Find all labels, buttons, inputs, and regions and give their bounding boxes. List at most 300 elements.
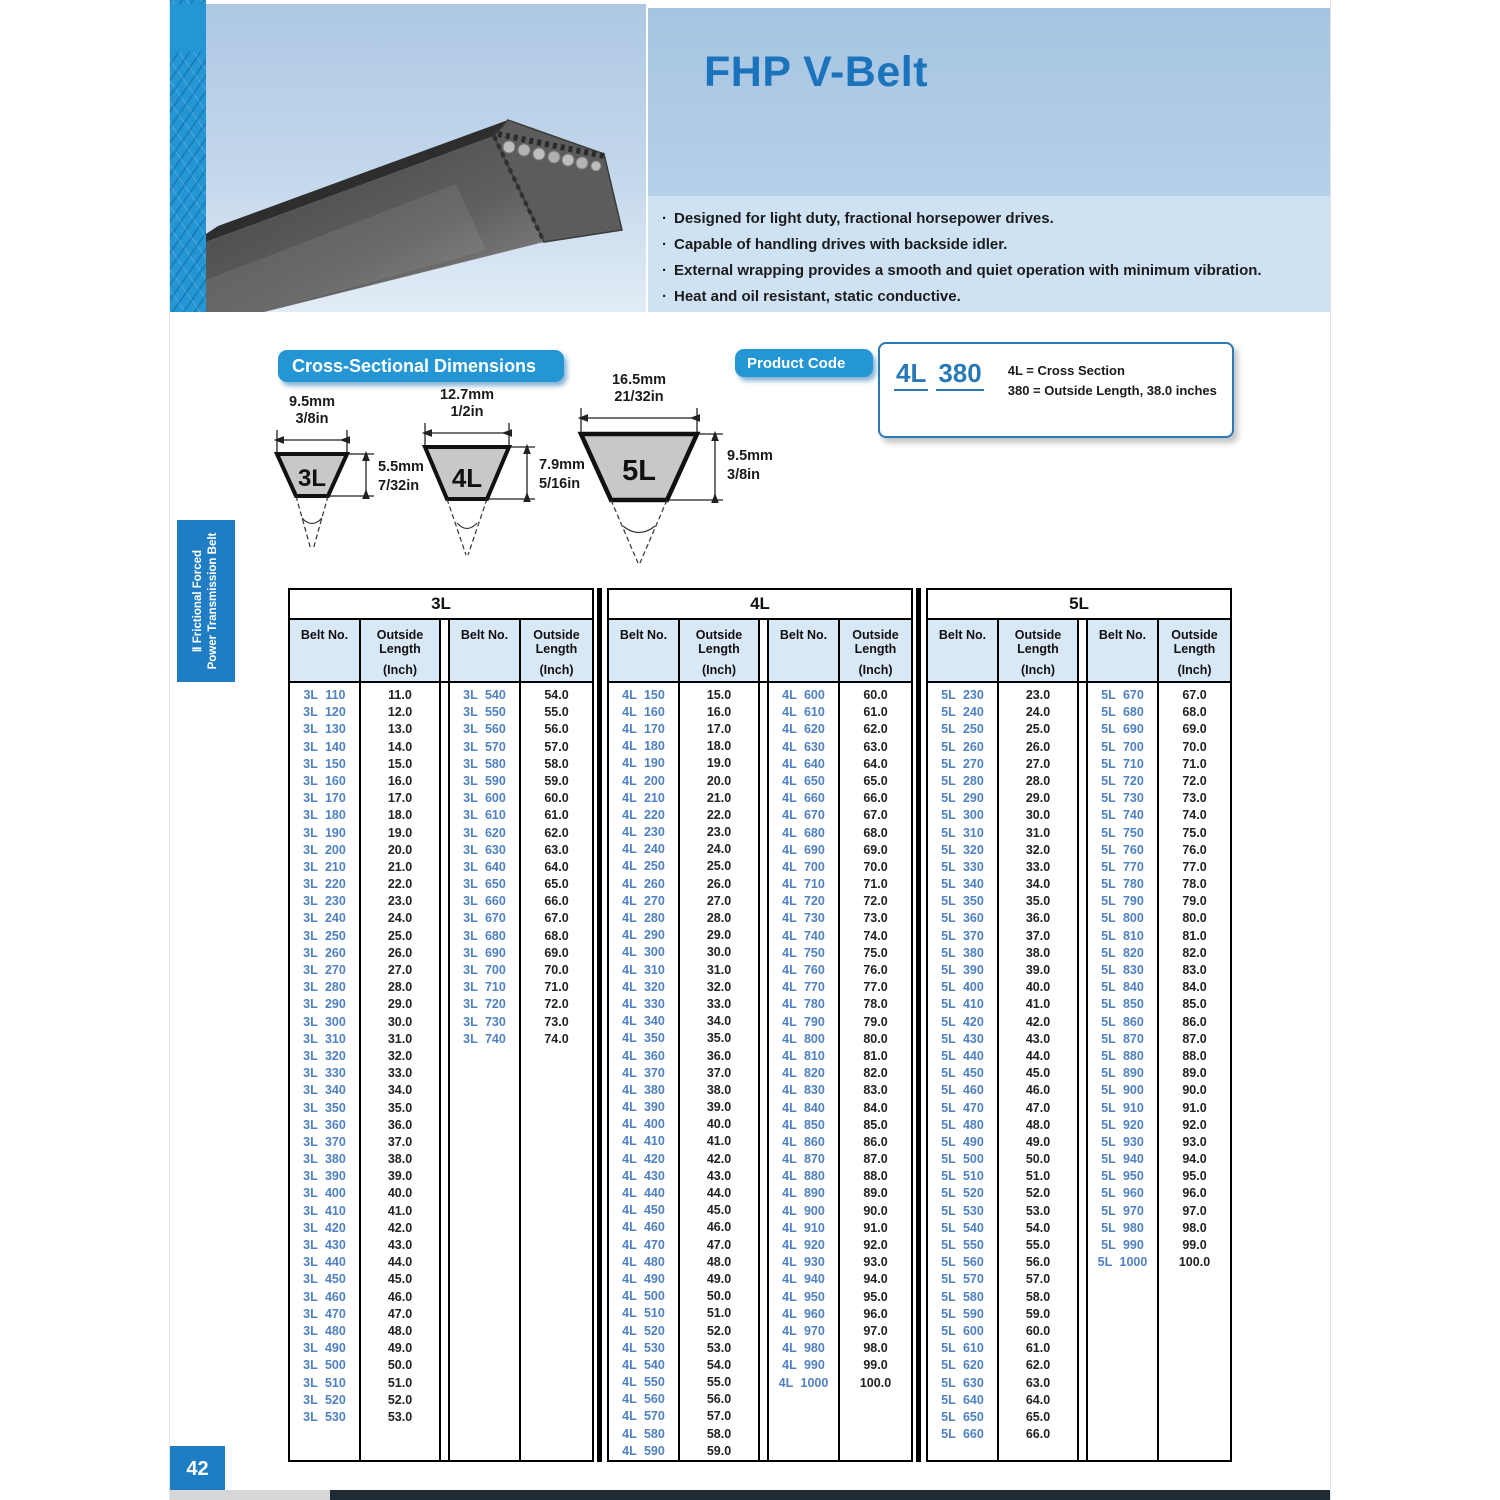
table-cell: 5L 790: [1101, 894, 1144, 909]
table-cell: 3L 290: [303, 997, 346, 1012]
table-cell: 4L 860: [782, 1134, 825, 1149]
table-cell: 34.0: [1025, 877, 1051, 892]
table-cell: 5L 850: [1101, 997, 1144, 1012]
table-cell: 16.0: [387, 773, 413, 788]
table-cell: 5L 950: [1101, 1169, 1144, 1184]
table-cell: 4L 580: [622, 1426, 665, 1441]
table-cell: 51.0: [706, 1306, 732, 1321]
table-cell: 4L 950: [782, 1289, 825, 1304]
table-section-4l: [607, 588, 913, 1462]
footer-bar-dark: [330, 1490, 1330, 1500]
table-cell: 4L 620: [782, 722, 825, 737]
table-cell: 3L 710: [463, 980, 506, 995]
table-cell: 5L 720: [1101, 773, 1144, 788]
table-cell: 55.0: [544, 705, 569, 720]
table-cell: 28.0: [1025, 773, 1051, 788]
table-cell: 48.0: [706, 1254, 732, 1269]
unit-label: (Inch): [701, 663, 737, 677]
table-cell: 5L 750: [1101, 825, 1144, 840]
table-cell: 4L 690: [782, 842, 825, 857]
table-cell: 34.0: [387, 1083, 413, 1098]
table-cell: 30.0: [387, 1014, 413, 1029]
table-cell: 4L 680: [782, 825, 825, 840]
table-cell: 70.0: [544, 963, 569, 977]
table-cell: 29.0: [706, 928, 732, 943]
table-cell: 73.0: [1182, 791, 1207, 806]
code-length: 380: [936, 358, 983, 391]
table-cell: 41.0: [1025, 997, 1051, 1012]
column-header-outside-length: Outside Length (Inch): [680, 620, 758, 683]
table-cell: 97.0: [863, 1323, 888, 1338]
table-cell: 18.0: [706, 739, 732, 754]
table-cell: 4L 370: [622, 1065, 665, 1080]
column-header-belt-no: Belt No.: [450, 620, 519, 683]
table-cell: 3L 230: [303, 894, 346, 909]
table-cell: 95.0: [863, 1289, 888, 1304]
table-cell: 89.0: [1182, 1066, 1207, 1081]
table-cell: 39.0: [1025, 963, 1051, 977]
width-label-in: 3/8in: [295, 411, 329, 427]
table-cell: 26.0: [387, 945, 413, 960]
product-code-label: Product Code: [735, 349, 873, 377]
table-cell: 3L 510: [303, 1375, 346, 1390]
unit-label: (Inch): [382, 663, 418, 677]
table-cell: 57.0: [706, 1409, 732, 1424]
profile-letter: 3L: [297, 465, 327, 492]
table-cell: 81.0: [1182, 928, 1207, 943]
table-cell: 29.0: [1025, 791, 1051, 806]
feature-item: · Designed for light duty, fractional horsepower drives.: [662, 206, 1330, 232]
unit-label: (Inch): [539, 663, 574, 677]
table-cell: 3L 620: [463, 825, 506, 840]
table-cell: 3L 140: [303, 739, 346, 754]
height-label-mm: 9.5mm: [727, 448, 773, 464]
table-cell: 84.0: [863, 1100, 888, 1115]
table-cell: 55.0: [1025, 1238, 1051, 1252]
width-label-mm: 9.5mm: [289, 394, 335, 410]
table-cell: 20.0: [387, 842, 413, 857]
table-cell: 99.0: [863, 1358, 888, 1373]
table-cell: 3L 200: [303, 842, 346, 857]
table-cell: 32.0: [1025, 842, 1051, 857]
height-label-mm: 7.9mm: [539, 457, 585, 473]
table-cell: 42.0: [1025, 1014, 1051, 1029]
table-cell: 36.0: [706, 1048, 732, 1063]
table-cell: 5L 540: [941, 1220, 984, 1235]
table-cell: 5L 390: [941, 963, 984, 977]
belt-no-column: [609, 683, 678, 1460]
table-cell: 4L 220: [622, 807, 665, 822]
table-cell: 19.0: [387, 825, 413, 840]
table-cell: 5L 920: [1101, 1117, 1144, 1132]
table-cell: 33.0: [1025, 859, 1051, 874]
table-cell: 53.0: [387, 1409, 413, 1424]
table-cell: 24.0: [706, 842, 732, 857]
length-column: [840, 683, 911, 1392]
table-cell: 94.0: [863, 1272, 888, 1287]
table-cell: 3L 580: [463, 756, 506, 771]
table-cell: 4L 640: [782, 756, 825, 771]
table-cell: 4L 630: [782, 739, 825, 754]
section-divider: [916, 588, 921, 1462]
table-cell: 4L 460: [622, 1220, 665, 1235]
table-cell: 5L 780: [1101, 877, 1144, 892]
table-cell: 5L 990: [1101, 1238, 1144, 1252]
column-header-outside-length: Outside Length (Inch): [521, 620, 592, 683]
height-label-mm: 5.5mm: [378, 459, 424, 475]
table-cell: 3L 150: [303, 756, 346, 771]
table-cell: 92.0: [863, 1238, 888, 1252]
table-cell: 71.0: [863, 877, 888, 892]
bullet-dot-icon: ·: [662, 236, 667, 253]
table-cell: 4L 520: [622, 1323, 665, 1338]
table-cell: 3L 330: [303, 1066, 346, 1081]
table-cell: 17.0: [706, 721, 732, 736]
table-cell: 5L 460: [941, 1083, 984, 1098]
table-cell: 97.0: [1182, 1203, 1207, 1218]
table-cell: 3L 280: [303, 980, 346, 995]
table-cell: 4L 850: [782, 1117, 825, 1132]
table-cell: 5L 300: [941, 808, 984, 823]
table-cell: 23.0: [706, 825, 732, 840]
table-cell: 57.0: [1025, 1272, 1051, 1287]
table-cell: 3L 730: [463, 1014, 506, 1029]
table-cell: 50.0: [387, 1358, 413, 1373]
table-cell: 80.0: [1182, 911, 1207, 926]
table-cell: 4L 500: [622, 1289, 665, 1304]
table-cell: 5L 760: [1101, 842, 1144, 857]
table-cell: 62.0: [544, 825, 569, 840]
column-header-outside-length: Outside Length (Inch): [840, 620, 911, 683]
table-cell: 70.0: [1182, 739, 1207, 754]
table-cell: 4L 1000: [778, 1375, 829, 1390]
table-cell: 4L 360: [622, 1048, 665, 1063]
table-cell: 5L 440: [941, 1048, 984, 1063]
table-cell: 3L 520: [303, 1392, 346, 1407]
table-cell: 67.0: [863, 808, 888, 823]
table-cell: 34.0: [706, 1014, 732, 1029]
table-cell: 4L 280: [622, 911, 665, 925]
table-cell: 3L 650: [463, 877, 506, 892]
length-column: [680, 683, 758, 1460]
section-title: 5L: [928, 590, 1230, 620]
table-cell: 4L 320: [622, 979, 665, 994]
table-cell: 5L 910: [1101, 1100, 1144, 1115]
table-cell: 4L 600: [782, 688, 825, 702]
table-cell: 85.0: [1182, 997, 1207, 1012]
table-cell: 44.0: [706, 1186, 732, 1200]
bullet-dot-icon: ·: [662, 262, 667, 279]
table-cell: 35.0: [706, 1031, 732, 1046]
table-cell: 47.0: [1025, 1100, 1051, 1115]
table-cell: 46.0: [1025, 1083, 1051, 1098]
table-cell: 92.0: [1182, 1117, 1207, 1132]
table-cell: 3L 410: [303, 1203, 346, 1218]
table-cell: 5L 880: [1101, 1048, 1144, 1063]
table-cell: 5L 740: [1101, 808, 1144, 823]
table-cell: 4L 270: [622, 893, 665, 908]
table-cell: 5L 410: [941, 997, 984, 1012]
table-cell: 4L 490: [622, 1271, 665, 1286]
table-cell: 43.0: [1025, 1031, 1051, 1046]
width-label-in: 1/2in: [450, 404, 484, 420]
table-cell: 59.0: [544, 773, 569, 788]
table-cell: 5L 430: [941, 1031, 984, 1046]
product-code-notes: [1008, 358, 1217, 436]
table-cell: 41.0: [706, 1134, 732, 1149]
table-cell: 71.0: [1182, 756, 1207, 771]
table-cell: 48.0: [387, 1323, 413, 1338]
table-cell: 5L 370: [941, 928, 984, 943]
table-cell: 51.0: [1025, 1169, 1051, 1184]
table-cell: 3L 490: [303, 1341, 346, 1356]
table-cell: 69.0: [1182, 722, 1207, 737]
table-cell: 3L 640: [463, 859, 506, 874]
table-cell: 87.0: [863, 1152, 888, 1167]
table-cell: 3L 690: [463, 945, 506, 960]
table-cell: 69.0: [544, 945, 569, 960]
table-cell: 61.0: [544, 808, 569, 823]
table-cell: 65.0: [1025, 1409, 1051, 1424]
table-cell: 20.0: [706, 773, 732, 788]
table-cell: 49.0: [387, 1341, 413, 1356]
table-cell: 75.0: [1182, 825, 1207, 840]
column-header-belt-no: Belt No.: [290, 620, 359, 683]
cross-section-heading: Cross-Sectional Dimensions: [278, 350, 564, 382]
column-header-belt-no: Belt No.: [928, 620, 997, 683]
table-cell: 4L 550: [622, 1375, 665, 1390]
table-cell: 3L 390: [303, 1169, 346, 1184]
table-cell: 5L 230: [941, 688, 984, 702]
table-cell: 4L 990: [782, 1358, 825, 1373]
table-cell: 4L 240: [622, 842, 665, 857]
table-cell: 64.0: [863, 756, 888, 771]
table-cell: 67.0: [1182, 688, 1207, 702]
table-cell: 4L 940: [782, 1272, 825, 1287]
table-cell: 3L 130: [303, 722, 346, 737]
table-cell: 52.0: [387, 1392, 413, 1407]
table-cell: 3L 600: [463, 791, 506, 806]
table-cell: 25.0: [706, 859, 732, 874]
table-cell: 4L 160: [622, 704, 665, 719]
height-label-in: 3/8in: [727, 467, 761, 483]
table-cell: 4L 310: [622, 962, 665, 977]
table-cell: 4L 350: [622, 1031, 665, 1046]
table-cell: 5L 270: [941, 756, 984, 771]
table-cell: 68.0: [1182, 705, 1207, 720]
table-cell: 5L 280: [941, 773, 984, 788]
table-cell: 3L 170: [303, 791, 346, 806]
table-cell: 18.0: [387, 808, 413, 823]
table-cell: 4L 530: [622, 1340, 665, 1355]
table-cell: 4L 840: [782, 1100, 825, 1115]
table-cell: 17.0: [387, 791, 413, 806]
table-cell: 43.0: [706, 1168, 732, 1183]
table-cell: 54.0: [544, 688, 569, 702]
table-cell: 32.0: [706, 979, 732, 994]
table-cell: 38.0: [1025, 945, 1051, 960]
table-cell: 53.0: [1025, 1203, 1051, 1218]
table-cell: 100.0: [859, 1375, 892, 1390]
length-column: [521, 683, 592, 1048]
table-cell: 56.0: [1025, 1255, 1051, 1270]
table-cell: 33.0: [706, 996, 732, 1011]
table-cell: 5L 420: [941, 1014, 984, 1029]
length-column: [1159, 683, 1230, 1271]
table-cell: 5L 450: [941, 1066, 984, 1081]
table-cell: 4L 790: [782, 1014, 825, 1029]
table-cell: 31.0: [1025, 825, 1051, 840]
table-cell: 5L 660: [941, 1427, 984, 1442]
table-cell: 3L 360: [303, 1117, 346, 1132]
table-cell: 22.0: [706, 807, 732, 822]
belt-no-column: [290, 683, 359, 1426]
table-cell: 30.0: [706, 945, 732, 960]
table-cell: 45.0: [706, 1203, 732, 1218]
table-cell: 4L 870: [782, 1152, 825, 1167]
belt-photo-illustration: [206, 4, 646, 312]
table-cell: 71.0: [544, 980, 569, 995]
table-cell: 3L 530: [303, 1409, 346, 1424]
table-cell: 5L 640: [941, 1392, 984, 1407]
hero-title-panel: [648, 8, 1330, 196]
table-cell: 4L 200: [622, 773, 665, 788]
table-cell: 65.0: [544, 877, 569, 892]
column-header-belt-no: Belt No.: [609, 620, 678, 683]
table-cell: 52.0: [706, 1323, 732, 1338]
table-cell: 5L 840: [1101, 980, 1144, 995]
table-cell: 88.0: [1182, 1048, 1207, 1063]
product-code-box: [878, 342, 1234, 438]
table-cell: 3L 300: [303, 1014, 346, 1029]
table-cell: 4L 590: [622, 1443, 665, 1458]
table-cell: 66.0: [1025, 1427, 1051, 1442]
belt-no-column: [928, 683, 997, 1443]
belt-no-column: [450, 683, 519, 1048]
table-cell: 87.0: [1182, 1031, 1207, 1046]
side-tab-label: Ⅱ Frictional Forced Power Transmission Belt: [192, 532, 219, 670]
table-cell: 90.0: [863, 1203, 888, 1218]
table-cell: 93.0: [1182, 1134, 1207, 1149]
table-cell: 4L 210: [622, 790, 665, 805]
table-cell: 95.0: [1182, 1169, 1207, 1184]
column-header-outside-length: Outside Length (Inch): [361, 620, 439, 683]
profile-letter: 5L: [622, 455, 656, 487]
table-cell: 27.0: [387, 963, 413, 977]
table-cell: 5L 530: [941, 1203, 984, 1218]
table-cell: 96.0: [1182, 1186, 1207, 1201]
section-title: 3L: [290, 590, 592, 620]
table-cell: 5L 570: [941, 1272, 984, 1287]
table-cell: 13.0: [387, 722, 413, 737]
table-cell: 40.0: [1025, 980, 1051, 995]
table-cell: 31.0: [706, 962, 732, 977]
table-cell: 5L 860: [1101, 1014, 1144, 1029]
table-cell: 35.0: [1025, 894, 1051, 909]
table-section-3l: [288, 588, 594, 1462]
table-cell: 3L 220: [303, 877, 346, 892]
table-cell: 39.0: [387, 1169, 413, 1184]
table-cell: 53.0: [706, 1340, 732, 1355]
table-cell: 4L 300: [622, 945, 665, 960]
table-cell: 4L 290: [622, 928, 665, 943]
table-cell: 5L 630: [941, 1375, 984, 1390]
table-cell: 5L 590: [941, 1306, 984, 1321]
table-cell: 3L 110: [303, 688, 346, 702]
table-cell: 4L 430: [622, 1168, 665, 1183]
table-cell: 76.0: [863, 963, 888, 977]
column-header-outside-length: Outside Length (Inch): [999, 620, 1077, 683]
belt-dimension-table: [288, 588, 1232, 1462]
table-cell: 42.0: [387, 1220, 413, 1235]
table-cell: 50.0: [1025, 1152, 1051, 1167]
table-cell: 4L 650: [782, 773, 825, 788]
table-cell: 41.0: [387, 1203, 413, 1218]
table-cell: 99.0: [1182, 1238, 1207, 1252]
table-cell: 5L 510: [941, 1169, 984, 1184]
width-label-mm: 12.7mm: [439, 387, 495, 403]
table-cell: 4L 670: [782, 808, 825, 823]
table-cell: 5L 310: [941, 825, 984, 840]
table-cell: 15.0: [706, 687, 732, 702]
table-cell: 28.0: [706, 911, 732, 925]
table-cell: 4L 380: [622, 1082, 665, 1097]
table-cell: 25.0: [387, 928, 413, 943]
table-cell: 4L 470: [622, 1237, 665, 1252]
table-cell: 80.0: [863, 1031, 888, 1046]
table-cell: 5L 680: [1101, 705, 1144, 720]
table-cell: 5L 240: [941, 705, 984, 720]
table-cell: 3L 550: [463, 705, 506, 720]
table-cell: 63.0: [863, 739, 888, 754]
table-cell: 26.0: [706, 876, 732, 891]
table-cell: 5L 560: [941, 1255, 984, 1270]
height-label-in: 5/16in: [539, 476, 581, 492]
table-cell: 55.0: [706, 1375, 732, 1390]
table-cell: 75.0: [863, 945, 888, 960]
table-cell: 4L 450: [622, 1203, 665, 1218]
table-cell: 42.0: [706, 1151, 732, 1166]
table-cell: 43.0: [387, 1238, 413, 1252]
table-cell: 46.0: [706, 1220, 732, 1235]
table-cell: 83.0: [1182, 963, 1207, 977]
table-cell: 5L 340: [941, 877, 984, 892]
table-cell: 5L 480: [941, 1117, 984, 1132]
table-cell: 4L 660: [782, 791, 825, 806]
table-cell: 5L 970: [1101, 1203, 1144, 1218]
profile-letter: 4L: [451, 463, 483, 493]
unit-label: (Inch): [858, 663, 893, 677]
table-cell: 66.0: [544, 894, 569, 909]
table-cell: 4L 170: [622, 721, 665, 736]
table-cell: 3L 660: [463, 894, 506, 909]
table-cell: 3L 420: [303, 1220, 346, 1235]
table-cell: 68.0: [544, 928, 569, 943]
table-cell: 79.0: [863, 1014, 888, 1029]
table-cell: 77.0: [1182, 859, 1207, 874]
table-cell: 4L 800: [782, 1031, 825, 1046]
table-cell: 58.0: [544, 756, 569, 771]
table-cell: 5L 800: [1101, 911, 1144, 926]
table-cell: 64.0: [1025, 1392, 1051, 1407]
table-cell: 72.0: [1182, 773, 1207, 788]
table-cell: 5L 940: [1101, 1152, 1144, 1167]
table-cell: 4L 400: [622, 1117, 665, 1132]
table-cell: 3L 250: [303, 928, 346, 943]
table-cell: 3L 450: [303, 1272, 346, 1287]
table-cell: 4L 150: [622, 687, 665, 702]
belt-no-column: [1088, 683, 1157, 1271]
